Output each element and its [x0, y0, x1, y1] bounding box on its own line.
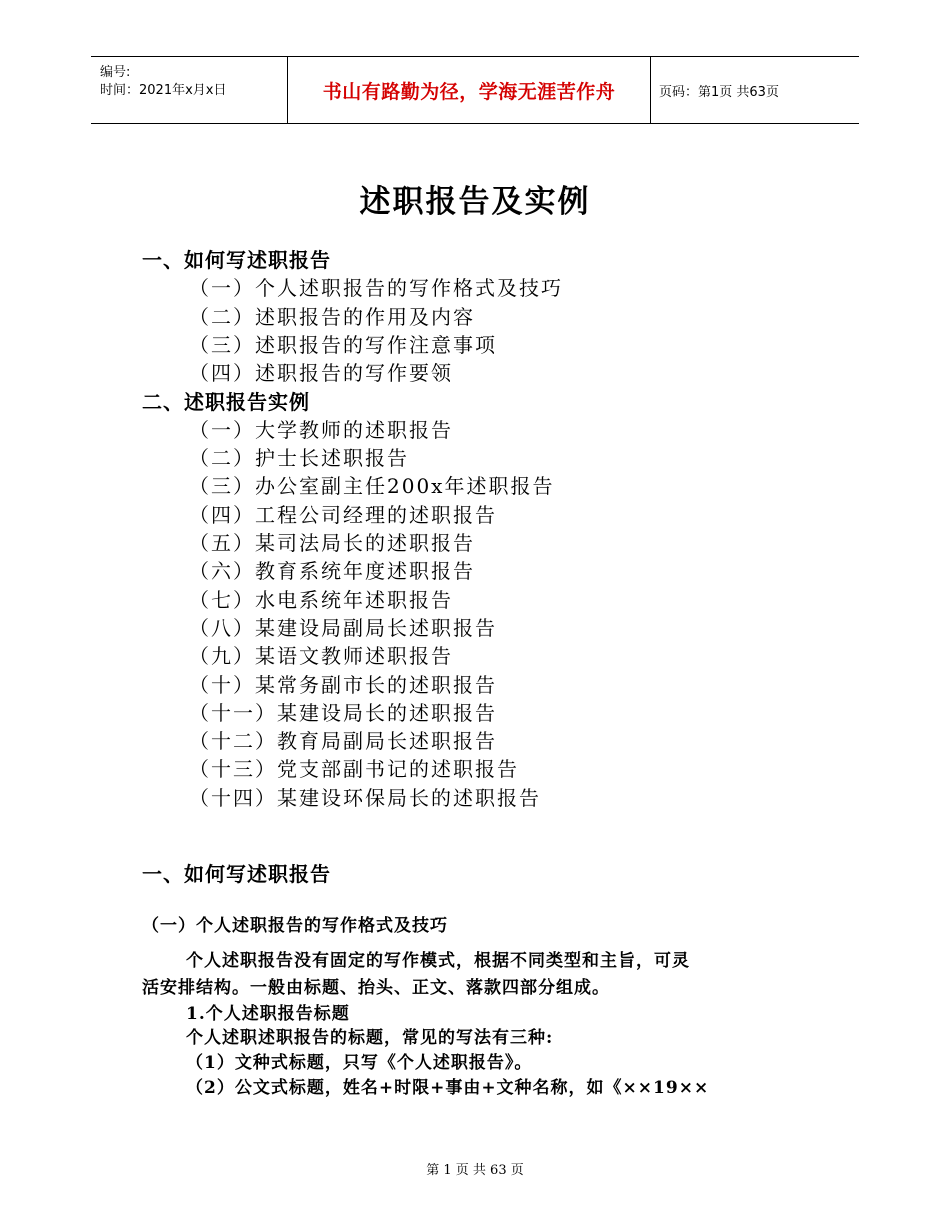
toc-item: （四）述职报告的写作要领 [189, 361, 453, 385]
document-title: 述职报告及实例 [359, 184, 591, 220]
paragraph-line: （1）文种式标题，只写《个人述职报告》。 [186, 1053, 533, 1073]
toc-item: （五）某司法局长的述职报告 [189, 531, 475, 555]
subsection-heading: （一）个人述职报告的写作格式及技巧 [142, 916, 448, 936]
toc-item: （三）述职报告的写作注意事项 [189, 333, 497, 357]
toc-item: （二）护士长述职报告 [189, 446, 409, 470]
toc-item: （十）某常务副市长的述职报告 [189, 673, 497, 697]
toc-item: （七）水电系统年述职报告 [189, 588, 453, 612]
page-header-table [91, 56, 859, 124]
paragraph-line: （2）公文式标题，姓名+时限+事由+文种名称，如《××19×× [186, 1078, 710, 1098]
paragraph-line: 个人述职述职报告的标题，常见的写法有三种: [186, 1028, 554, 1048]
paragraph-line: 1.个人述职报告标题 [186, 1004, 350, 1024]
toc-item: （九）某语文教师述职报告 [189, 644, 453, 668]
toc-item: （十一）某建设局长的述职报告 [189, 701, 497, 725]
toc-item: （四）工程公司经理的述职报告 [189, 503, 497, 527]
page-footer: 第 1 页 共 63 页 [426, 1163, 524, 1178]
header-left-cell [91, 57, 287, 123]
header-motto: 书山有路勤为径，学海无涯苦作舟 [322, 81, 616, 103]
toc-item: （一）个人述职报告的写作格式及技巧 [189, 276, 563, 300]
header-right-cell [650, 57, 859, 123]
toc-item: （六）教育系统年度述职报告 [189, 559, 475, 583]
document-number-label: 编号: [100, 65, 131, 80]
toc-item: （三）办公室副主任200x年述职报告 [189, 474, 555, 498]
header-page-info: 页码：第1页 共63页 [659, 85, 779, 100]
document-time-label: 时间：2021年x月x日 [100, 83, 227, 98]
paragraph-line: 活安排结构。一般由标题、抬头、正文、落款四部分组成。 [142, 978, 610, 998]
toc-item: （一）大学教师的述职报告 [189, 418, 453, 442]
toc-item: （十四）某建设环保局长的述职报告 [189, 786, 541, 810]
toc-item: （八）某建设局副局长述职报告 [189, 616, 497, 640]
section-heading: 一、如何写述职报告 [142, 862, 331, 886]
header-motto-cell [287, 57, 651, 123]
toc-heading: 一、如何写述职报告 [142, 248, 331, 272]
paragraph-line: 个人述职报告没有固定的写作模式，根据不同类型和主旨，可灵 [186, 951, 690, 971]
toc-item: （二）述职报告的作用及内容 [189, 305, 475, 329]
toc-item: （十二）教育局副局长述职报告 [189, 729, 497, 753]
toc-item: （十三）党支部副书记的述职报告 [189, 757, 519, 781]
toc-heading: 二、述职报告实例 [142, 390, 310, 414]
